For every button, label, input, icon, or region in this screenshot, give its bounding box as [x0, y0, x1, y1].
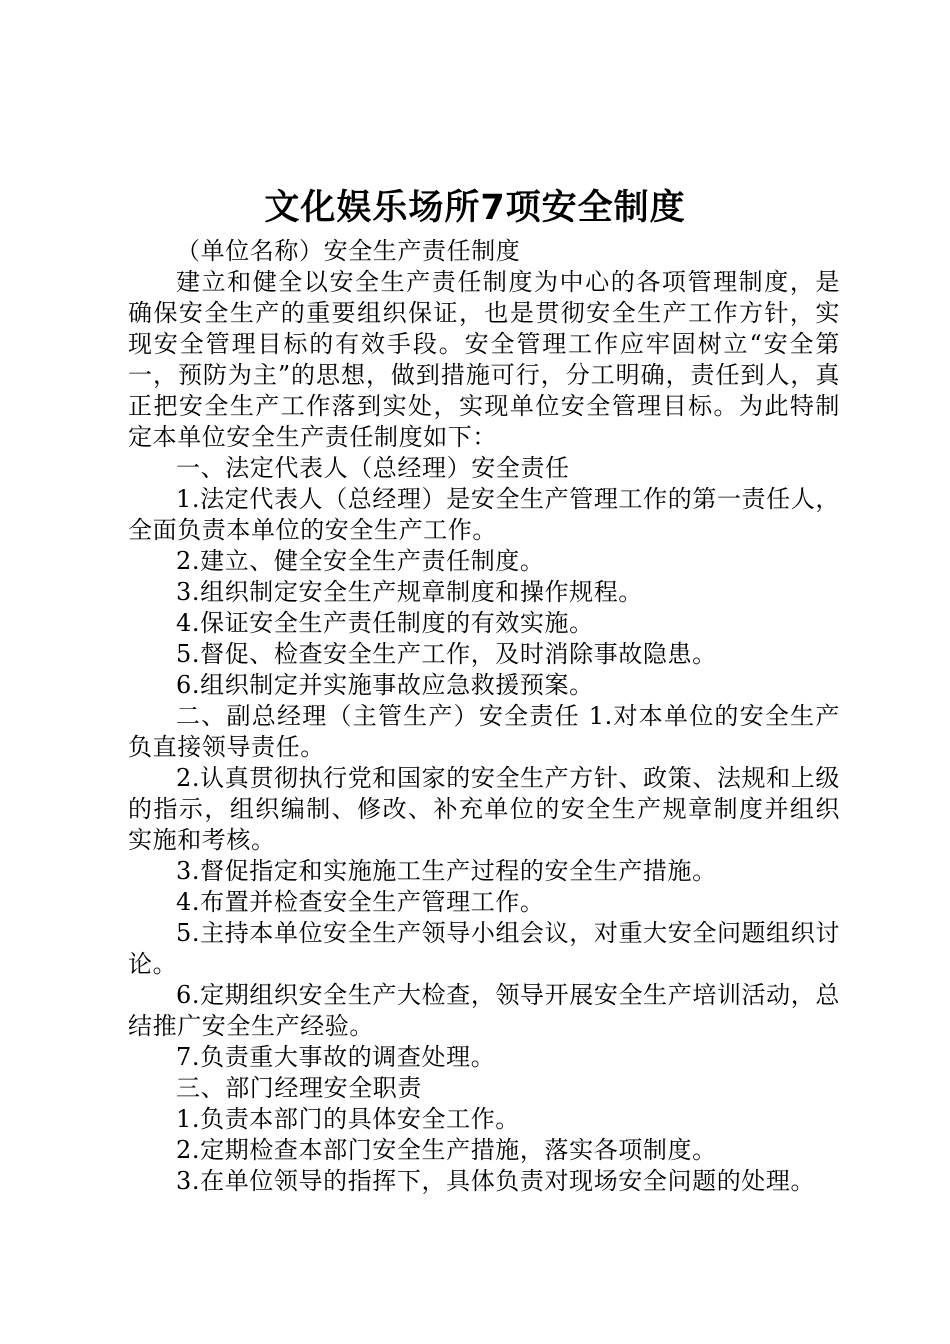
- section-heading: 三、部门经理安全职责: [176, 1074, 422, 1102]
- paragraph: （单位名称）安全生产责任制度: [176, 237, 521, 265]
- list-item: 5.督促、检查安全生产工作，及时消除事故隐患。: [176, 640, 717, 668]
- list-item: 4.保证安全生产责任制度的有效实施。: [176, 609, 594, 637]
- list-item: 7.负责重大事故的调查处理。: [176, 1043, 496, 1071]
- list-item: 2.认真贯彻执行党和国家的安全生产方针、政策、法规和上级的指示，组织编制、修改、补充单位的安全生产规章制度并组织实施和考核。: [128, 764, 840, 854]
- list-item: 1.负责本部门的具体安全工作。: [176, 1105, 520, 1133]
- list-item: 3.在单位领导的指挥下，具体负责对现场安全问题的处理。: [176, 1167, 816, 1195]
- list-item: 3.组织制定安全生产规章制度和操作规程。: [176, 578, 643, 606]
- section-heading: 二、副总经理（主管生产）安全责任 1.对本单位的安全生产负直接领导责任。: [128, 702, 840, 761]
- list-item: 2.建立、健全安全生产责任制度。: [176, 547, 545, 575]
- document-body: [128, 236, 840, 1197]
- list-item: 4.布置并检查安全生产管理工作。: [176, 888, 545, 916]
- list-item: 6.组织制定并实施事故应急救援预案。: [176, 671, 594, 699]
- list-item: 2.定期检查本部门安全生产措施，落实各项制度。: [176, 1136, 717, 1164]
- document-title: 文化娱乐场所7项安全制度: [264, 188, 686, 228]
- list-item: 6.定期组织安全生产大检查，领导开展安全生产培训活动，总结推广安全生产经验。: [128, 981, 840, 1040]
- list-item: 5.主持本单位安全生产领导小组会议，对重大安全问题组织讨论。: [128, 919, 840, 978]
- list-item: 1.法定代表人（总经理）是安全生产管理工作的第一责任人，全面负责本单位的安全生产工作。: [128, 485, 840, 544]
- paragraph: 建立和健全以安全生产责任制度为中心的各项管理制度，是确保安全生产的重要组织保证，也是贯彻安全生产工作方针，实现安全管理目标的有效手段。安全管理工作应牢固树立“安全第一，预防为主”的思想，做到措施可行，分工明确，责任到人，真正把安全生产工作落到实处，实现单位安全管理目标。为此特制定本单位安全生产责任制度如下：: [128, 268, 840, 451]
- list-item: 3.督促指定和实施施工生产过程的安全生产措施。: [176, 857, 717, 885]
- section-heading: 一、法定代表人（总经理）安全责任: [176, 454, 570, 482]
